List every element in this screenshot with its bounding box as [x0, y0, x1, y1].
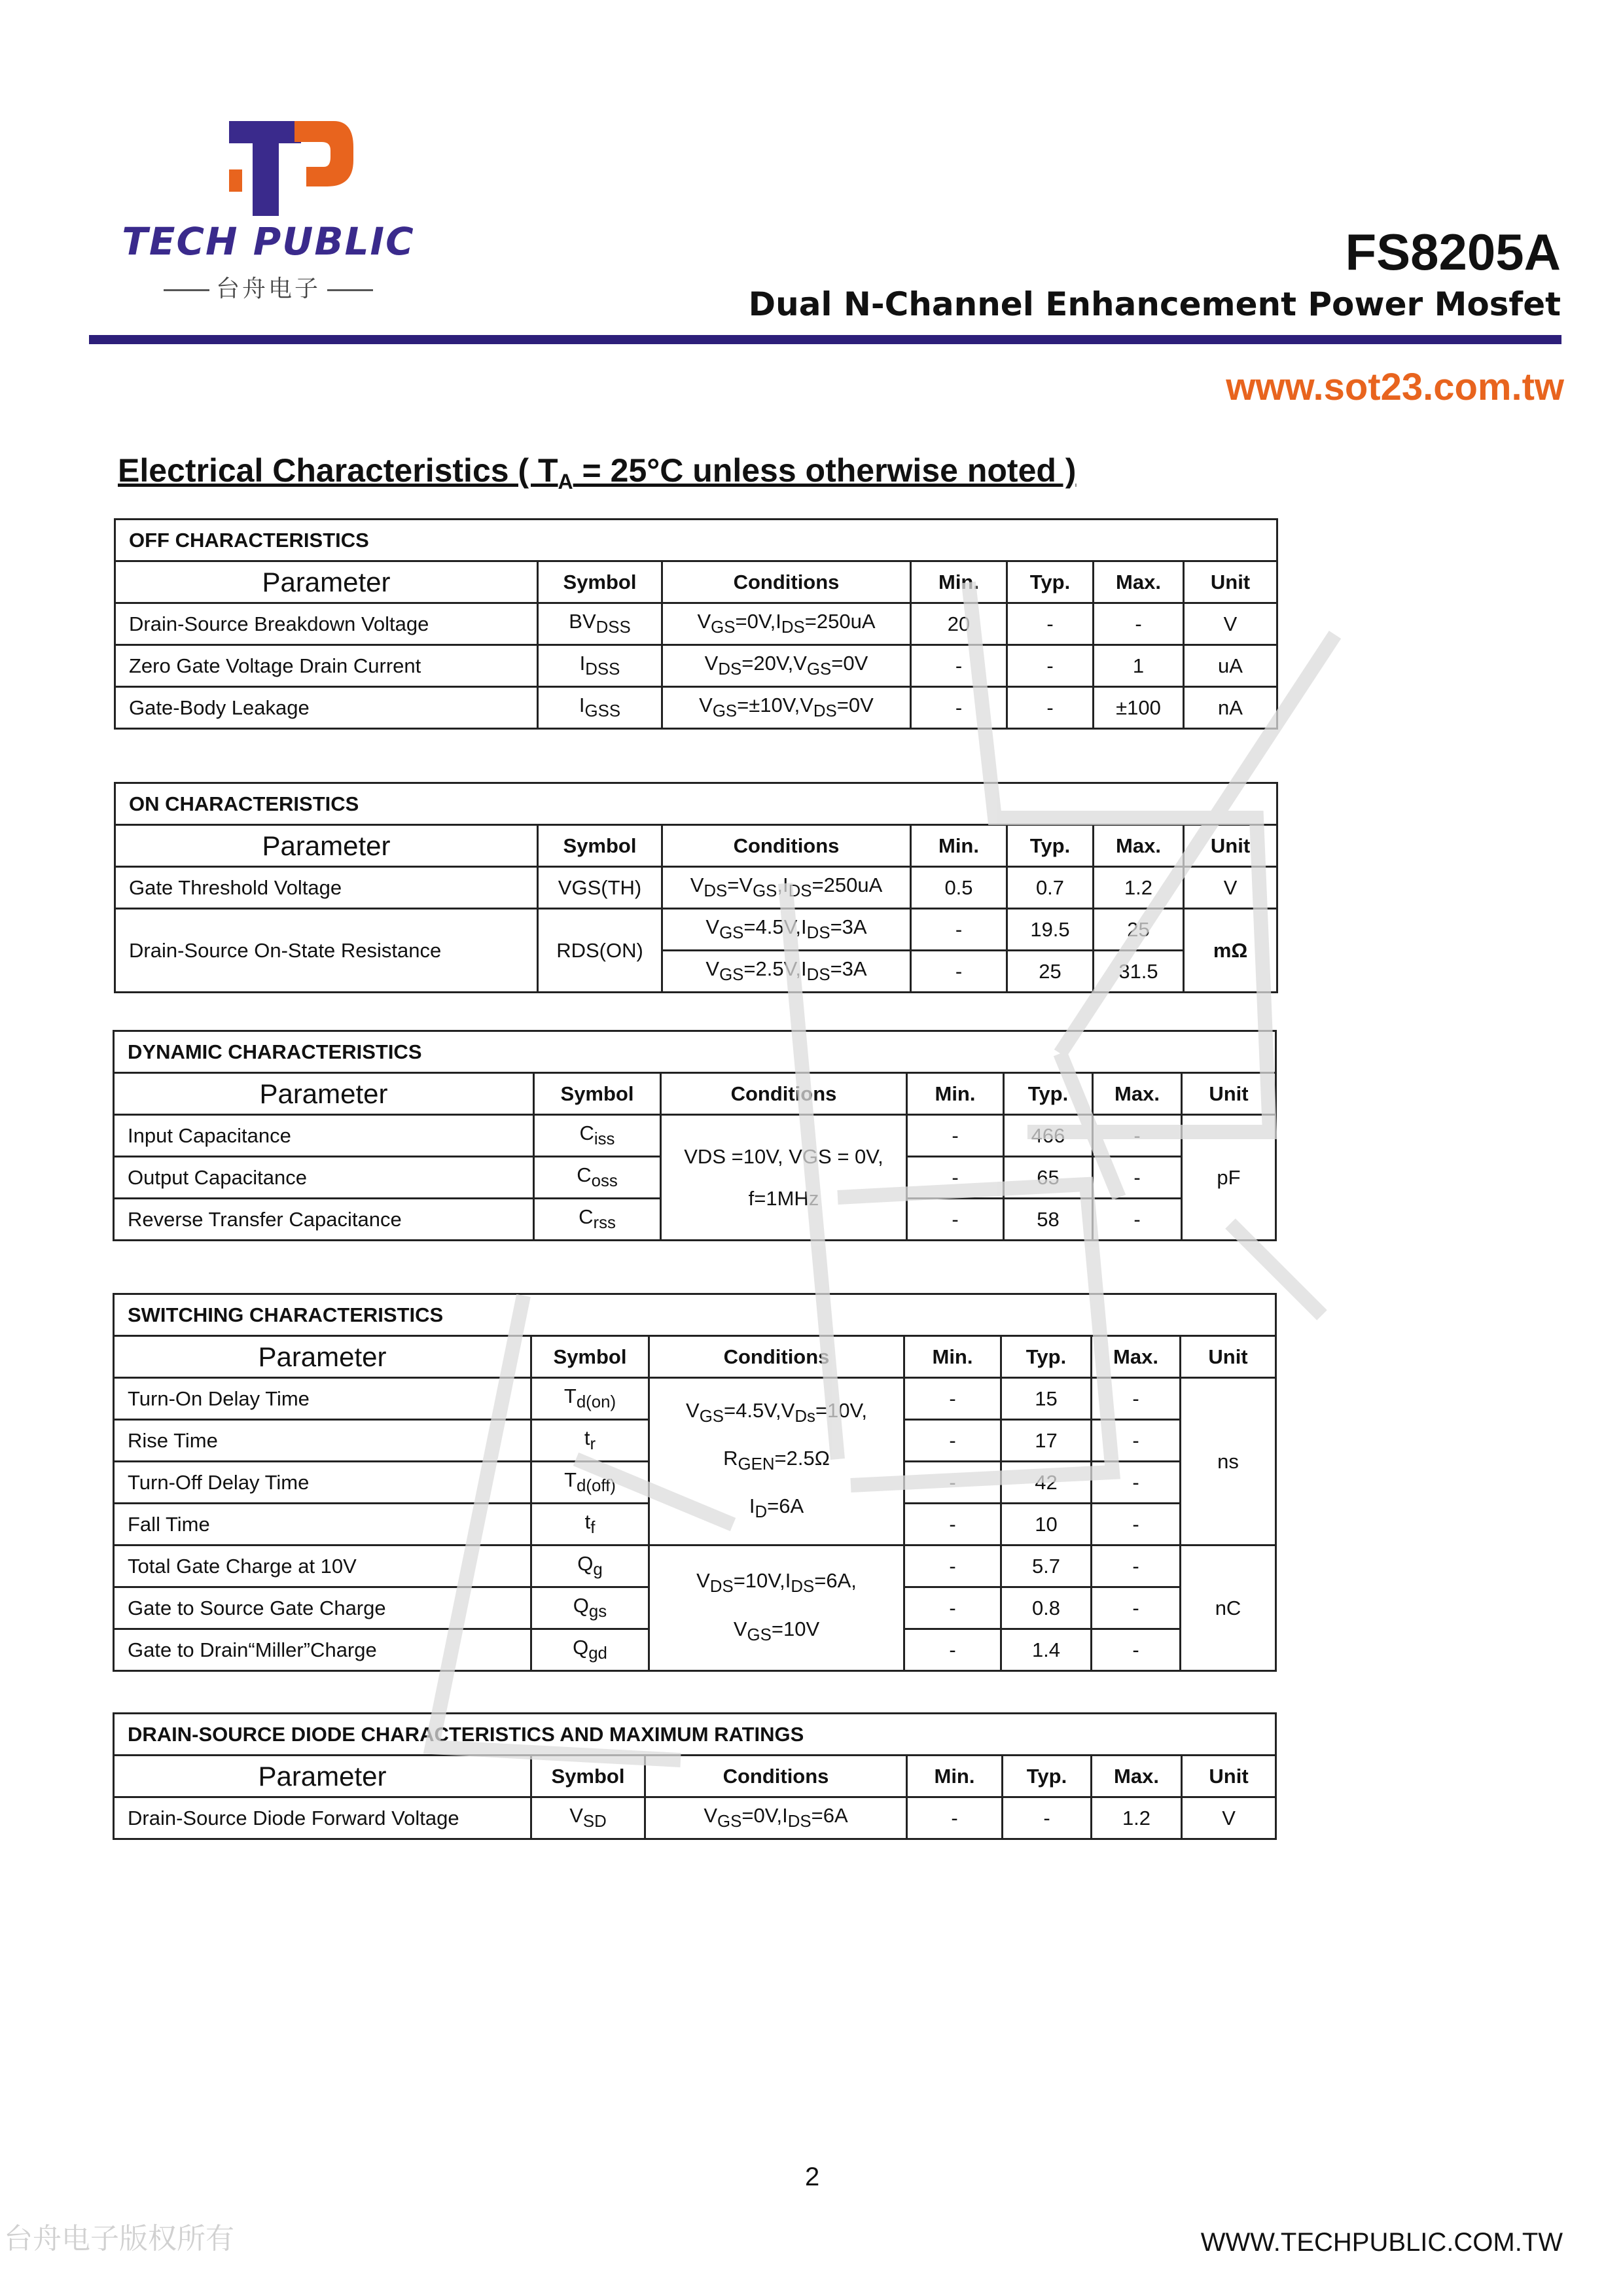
cell-symbol: $C_{oss}$ — [534, 1157, 661, 1199]
table-row — [114, 1797, 1276, 1839]
cell-min: - — [904, 1629, 1001, 1671]
cell-parameter: Fall Time — [114, 1504, 531, 1545]
cell-parameter: Rise Time — [114, 1420, 531, 1462]
table-row — [114, 1115, 1276, 1157]
col-conditions: Conditions — [661, 1073, 907, 1115]
cell-max: - — [1092, 1378, 1181, 1420]
cell-min: - — [904, 1504, 1001, 1545]
cell-parameter: Drain-Source Breakdown Voltage — [115, 603, 538, 645]
cell-min: - — [907, 1797, 1003, 1839]
cell-unit: V — [1184, 603, 1277, 645]
cell-symbol: $V_{SD}$ — [531, 1797, 645, 1839]
cell-max: - — [1092, 1504, 1181, 1545]
section-title — [118, 451, 1076, 494]
col-parameter: Parameter — [114, 1336, 531, 1378]
cell-parameter: Input Capacitance — [114, 1115, 534, 1157]
cell-max: 25 — [1094, 909, 1184, 951]
table-row — [115, 909, 1277, 951]
cell-max: - — [1092, 1629, 1181, 1671]
cell-conditions: $V_{GS}=4.5V,V_{Ds}=10V$, $R_{GEN}=2.5\Omega$ $I_D=6A$ — [649, 1378, 904, 1545]
cell-parameter: Output Capacitance — [114, 1157, 534, 1199]
cell-typ: 1.4 — [1001, 1629, 1092, 1671]
cell-parameter: Drain-Source Diode Forward Voltage — [114, 1797, 531, 1839]
cell-parameter: Gate to Drain“Miller”Charge — [114, 1629, 531, 1671]
part-number: FS8205A — [1345, 223, 1561, 281]
col-typ: Typ. — [1004, 1073, 1093, 1115]
cell-max: - — [1092, 1420, 1181, 1462]
cell-min: - — [907, 1199, 1004, 1241]
cell-min: 20 — [911, 603, 1007, 645]
cell-min: - — [911, 909, 1007, 951]
cell-min: - — [904, 1462, 1001, 1504]
table-row — [115, 867, 1277, 909]
cell-typ: 42 — [1001, 1462, 1092, 1504]
cell-min: - — [911, 951, 1007, 993]
cell-min: - — [904, 1378, 1001, 1420]
cell-conditions: $V_{DS}=V_{GS},I_{DS}=250uA$ — [662, 867, 911, 909]
cell-unit: V — [1184, 867, 1277, 909]
col-parameter: Parameter — [114, 1073, 534, 1115]
col-max: Max. — [1094, 825, 1184, 867]
cell-typ: 65 — [1004, 1157, 1093, 1199]
cell-parameter: Total Gate Charge at 10V — [114, 1545, 531, 1587]
section-title-sub: A — [558, 470, 573, 493]
cell-max: - — [1092, 1462, 1181, 1504]
col-symbol: Symbol — [531, 1756, 645, 1797]
cell-min: - — [904, 1587, 1001, 1629]
table-row — [114, 1378, 1276, 1420]
logo-wordmark: TECH PUBLIC — [122, 219, 415, 264]
footer-url[interactable]: WWW.TECHPUBLIC.COM.TW — [1200, 2228, 1563, 2257]
cell-symbol: $Q_{gd}$ — [531, 1629, 649, 1671]
cell-parameter: Gate to Source Gate Charge — [114, 1587, 531, 1629]
table-title: OFF CHARACTERISTICS — [115, 520, 1277, 561]
table-header-row — [115, 561, 1277, 603]
cell-min: - — [904, 1545, 1001, 1587]
cell-symbol: $I_{GSS}$ — [538, 687, 662, 729]
dynamic-characteristics-table — [113, 1030, 1277, 1241]
cell-parameter: Zero Gate Voltage Drain Current — [115, 645, 538, 687]
tp-logo-icon — [229, 121, 353, 216]
cell-unit: mΩ — [1184, 909, 1277, 993]
cell-max: - — [1093, 1157, 1182, 1199]
cell-conditions: VDS =10V, VGS = 0V, f=1MHz — [661, 1115, 907, 1241]
on-characteristics-table — [114, 782, 1278, 993]
col-unit: Unit — [1182, 1073, 1276, 1115]
cell-max: - — [1093, 1115, 1182, 1157]
page-number: 2 — [805, 2163, 820, 2191]
logo-subtext: 台舟电子 — [111, 270, 425, 304]
cell-typ: 466 — [1004, 1115, 1093, 1157]
col-min: Min. — [911, 561, 1007, 603]
col-typ: Typ. — [1007, 561, 1094, 603]
col-max: Max. — [1094, 561, 1184, 603]
cell-max: - — [1092, 1587, 1181, 1629]
cell-min: - — [907, 1157, 1004, 1199]
col-max: Max. — [1092, 1756, 1182, 1797]
cell-min: - — [904, 1420, 1001, 1462]
col-symbol: Symbol — [538, 561, 662, 603]
cell-typ: 19.5 — [1007, 909, 1094, 951]
cell-symbol: $T_{d(on)}$ — [531, 1378, 649, 1420]
cell-typ: 15 — [1001, 1378, 1092, 1420]
cell-min: - — [911, 687, 1007, 729]
cell-typ: - — [1007, 645, 1094, 687]
cell-max: - — [1093, 1199, 1182, 1241]
col-max: Max. — [1093, 1073, 1182, 1115]
col-max: Max. — [1092, 1336, 1181, 1378]
col-min: Min. — [907, 1756, 1003, 1797]
cell-min: - — [911, 645, 1007, 687]
cell-typ: 0.7 — [1007, 867, 1094, 909]
cell-parameter: Turn-Off Delay Time — [114, 1462, 531, 1504]
cell-conditions: $V_{GS}=2.5V,I_{DS}=3A$ — [662, 951, 911, 993]
col-conditions: Conditions — [662, 825, 911, 867]
cell-parameter: Gate-Body Leakage — [115, 687, 538, 729]
table-title: SWITCHING CHARACTERISTICS — [114, 1294, 1276, 1336]
cell-symbol: $BV_{DSS}$ — [538, 603, 662, 645]
cell-max: 1 — [1094, 645, 1184, 687]
col-parameter: Parameter — [115, 561, 538, 603]
table-header-row — [114, 1073, 1276, 1115]
col-symbol: Symbol — [534, 1073, 661, 1115]
cell-conditions: $V_{DS}=20V,V_{GS}=0V$ — [662, 645, 911, 687]
diode-characteristics-table — [113, 1712, 1277, 1840]
col-typ: Typ. — [1007, 825, 1094, 867]
cell-symbol: VGS(TH) — [538, 867, 662, 909]
cell-typ: - — [1007, 603, 1094, 645]
cell-unit: pF — [1182, 1115, 1276, 1241]
cell-typ: - — [1003, 1797, 1092, 1839]
cell-parameter: Drain-Source On-State Resistance — [115, 909, 538, 993]
cell-typ: - — [1007, 687, 1094, 729]
cell-parameter: Reverse Transfer Capacitance — [114, 1199, 534, 1241]
table-row — [115, 687, 1277, 729]
col-conditions: Conditions — [645, 1756, 907, 1797]
cell-symbol: $T_{d(off)}$ — [531, 1462, 649, 1504]
company-logo — [111, 121, 425, 311]
col-typ: Typ. — [1001, 1336, 1092, 1378]
cell-symbol: $t_r$ — [531, 1420, 649, 1462]
cell-unit: uA — [1184, 645, 1277, 687]
col-parameter: Parameter — [115, 825, 538, 867]
cell-unit: ns — [1181, 1378, 1276, 1545]
cell-unit: nC — [1181, 1545, 1276, 1671]
cell-max: 31.5 — [1094, 951, 1184, 993]
col-parameter: Parameter — [114, 1756, 531, 1797]
col-unit: Unit — [1182, 1756, 1276, 1797]
cell-unit: V — [1182, 1797, 1276, 1839]
col-symbol: Symbol — [538, 825, 662, 867]
col-min: Min. — [904, 1336, 1001, 1378]
table-row — [115, 645, 1277, 687]
table-header-row — [114, 1336, 1276, 1378]
cell-symbol: $Q_g$ — [531, 1545, 649, 1587]
cell-parameter: Turn-On Delay Time — [114, 1378, 531, 1420]
cell-symbol: RDS(ON) — [538, 909, 662, 993]
col-symbol: Symbol — [531, 1336, 649, 1378]
cell-unit: nA — [1184, 687, 1277, 729]
website-link[interactable]: www.sot23.com.tw — [1226, 366, 1564, 408]
cell-parameter: Gate Threshold Voltage — [115, 867, 538, 909]
col-min: Min. — [907, 1073, 1004, 1115]
header-divider — [89, 335, 1561, 344]
section-title-pre: Electrical Characteristics ( T — [118, 452, 558, 489]
col-min: Min. — [911, 825, 1007, 867]
cell-symbol: $t_f$ — [531, 1504, 649, 1545]
copyright-text: 台舟电子版权所有 — [4, 2222, 234, 2255]
cell-conditions: $V_{GS}=0V,I_{DS}=6A$ — [645, 1797, 907, 1839]
cell-min: 0.5 — [911, 867, 1007, 909]
cell-typ: 25 — [1007, 951, 1094, 993]
cell-symbol: $C_{rss}$ — [534, 1199, 661, 1241]
table-row — [114, 1545, 1276, 1587]
cell-typ: 5.7 — [1001, 1545, 1092, 1587]
col-unit: Unit — [1184, 561, 1277, 603]
table-title: ON CHARACTERISTICS — [115, 783, 1277, 825]
cell-symbol: $C_{iss}$ — [534, 1115, 661, 1157]
cell-conditions: $V_{GS}=4.5V,I_{DS}=3A$ — [662, 909, 911, 951]
col-typ: Typ. — [1003, 1756, 1092, 1797]
cell-max: - — [1094, 603, 1184, 645]
cell-typ: 17 — [1001, 1420, 1092, 1462]
cell-min: - — [907, 1115, 1004, 1157]
col-conditions: Conditions — [662, 561, 911, 603]
cell-typ: 58 — [1004, 1199, 1093, 1241]
cell-max: ±100 — [1094, 687, 1184, 729]
cell-symbol: $Q_{gs}$ — [531, 1587, 649, 1629]
section-title-post: = 25°C unless otherwise noted ) — [573, 452, 1077, 489]
cell-max: 1.2 — [1094, 867, 1184, 909]
cell-typ: 10 — [1001, 1504, 1092, 1545]
cell-typ: 0.8 — [1001, 1587, 1092, 1629]
cell-conditions: $V_{GS}=\pm 10V,V_{DS}=0V$ — [662, 687, 911, 729]
col-unit: Unit — [1184, 825, 1277, 867]
table-header-row — [114, 1756, 1276, 1797]
cell-conditions: $V_{DS}=10V,I_{DS}=6A$, $V_{GS}=10V$ — [649, 1545, 904, 1671]
cell-max: 1.2 — [1092, 1797, 1182, 1839]
cell-symbol: $I_{DSS}$ — [538, 645, 662, 687]
col-conditions: Conditions — [649, 1336, 904, 1378]
cell-conditions: $V_{GS}=0V,I_{DS}=250uA$ — [662, 603, 911, 645]
product-subtitle: Dual N-Channel Enhancement Power Mosfet — [748, 285, 1561, 323]
table-row — [115, 603, 1277, 645]
cell-max: - — [1092, 1545, 1181, 1587]
table-header-row — [115, 825, 1277, 867]
switching-characteristics-table — [113, 1293, 1277, 1672]
table-title: DRAIN-SOURCE DIODE CHARACTERISTICS AND MAXIMUM RATINGS — [114, 1714, 1276, 1756]
table-title: DYNAMIC CHARACTERISTICS — [114, 1031, 1276, 1073]
col-unit: Unit — [1181, 1336, 1276, 1378]
off-characteristics-table — [114, 518, 1278, 730]
